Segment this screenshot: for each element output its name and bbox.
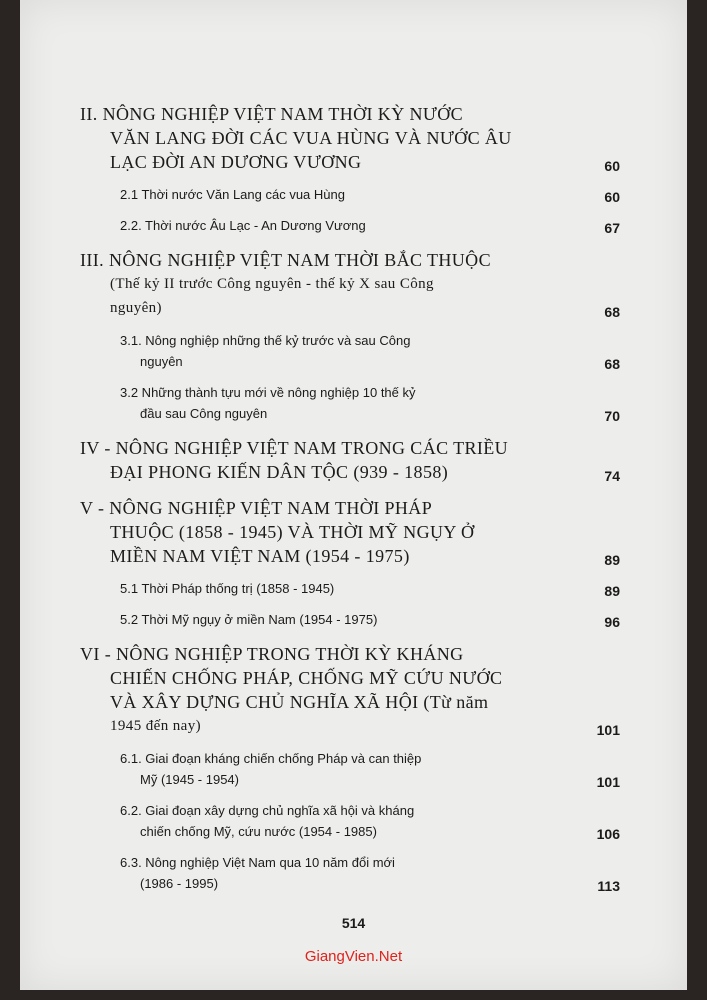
- toc-line: CHIẾN CHỐNG PHÁP, CHỐNG MỸ CỨU NƯỚC: [110, 668, 503, 688]
- toc-page-number: 106: [596, 826, 620, 842]
- toc-page-number: 89: [604, 552, 620, 568]
- book-page: [20, 0, 687, 990]
- toc-subentry-text: 5.2 Thời Mỹ ngụy ở miền Nam (1954 - 1975): [120, 612, 378, 627]
- toc-subentry: [80, 852, 620, 894]
- toc-entry-iii: [80, 248, 620, 320]
- toc-line: 6.3. Nông nghiệp Việt Nam qua 10 năm đổi mới: [120, 855, 395, 870]
- toc-line: MIỀN NAM VIỆT NAM (1954 - 1975): [110, 546, 410, 566]
- toc-page-number: 70: [604, 408, 620, 424]
- toc-line: ĐẠI PHONG KIẾN DÂN TỘC (939 - 1858): [110, 462, 449, 482]
- toc-line: (1986 - 1995): [140, 876, 219, 891]
- toc-subentry-text: 2.1 Thời nước Văn Lang các vua Hùng: [120, 187, 345, 202]
- toc-subentry-text: 5.1 Thời Pháp thống trị (1858 - 1945): [120, 581, 335, 596]
- toc-entry-vi: [80, 642, 620, 738]
- toc-subentry: [80, 748, 620, 790]
- toc-line: LẠC ĐỜI AN DƯƠNG VƯƠNG: [110, 152, 362, 172]
- toc-page-number: 101: [596, 722, 620, 738]
- toc-page-number: 113: [597, 878, 620, 894]
- toc-line: (Thế kỷ II trước Công nguyên - thế kỷ X sau Công: [110, 276, 434, 292]
- toc-subentry: [80, 800, 620, 842]
- toc-line: THUỘC (1858 - 1945) VÀ THỜI MỸ NGỤY Ở: [110, 522, 475, 542]
- toc-page-number: 68: [604, 356, 620, 372]
- toc-subentry: [80, 184, 620, 205]
- toc-page-number: 60: [604, 189, 620, 205]
- toc-page-number: 68: [604, 304, 620, 320]
- toc-line: chiến chống Mỹ, cứu nước (1954 - 1985): [140, 824, 377, 839]
- toc-page-number: 96: [604, 614, 620, 630]
- toc-line: II. NÔNG NGHIỆP VIỆT NAM THỜI KỲ NƯỚC: [80, 104, 464, 124]
- toc-subentry: [80, 609, 620, 630]
- toc-entry-iv: [80, 436, 620, 484]
- page-number: 514: [341, 915, 366, 931]
- toc-page-number: 67: [604, 220, 620, 236]
- toc-line: nguyên): [110, 300, 162, 316]
- toc-line: 3.1. Nông nghiệp những thế kỷ trước và sau Công: [120, 333, 411, 348]
- toc-line: IV - NÔNG NGHIỆP VIỆT NAM TRONG CÁC TRIỀU: [80, 438, 509, 458]
- toc-line: V - NÔNG NGHIỆP VIỆT NAM THỜI PHÁP: [80, 498, 433, 518]
- toc-line: nguyên: [140, 354, 183, 369]
- toc-page-number: 101: [596, 774, 620, 790]
- toc-line: Mỹ (1945 - 1954): [140, 772, 239, 787]
- toc-line: 6.2. Giai đoạn xây dựng chủ nghĩa xã hội và kháng: [120, 803, 415, 818]
- toc-line: VÀ XÂY DỰNG CHỦ NGHĨA XÃ HỘI (Từ năm: [110, 692, 489, 712]
- toc-line: III. NÔNG NGHIỆP VIỆT NAM THỜI BẮC THUỘC: [80, 250, 491, 270]
- toc-page-number: 60: [604, 158, 620, 174]
- toc-line: 3.2 Những thành tựu mới về nông nghiệp 10 thế kỷ: [120, 385, 416, 400]
- toc-entry-ii: [80, 102, 620, 174]
- toc-subentry-text: 2.2. Thời nước Âu Lạc - An Dương Vương: [120, 218, 366, 233]
- toc-line: 6.1. Giai đoạn kháng chiến chống Pháp và can thiệp: [120, 751, 422, 766]
- toc-line: 1945 đến nay): [110, 718, 202, 734]
- toc-line: VĂN LANG ĐỜI CÁC VUA HÙNG VÀ NƯỚC ÂU: [110, 128, 512, 148]
- toc-subentry: [80, 382, 620, 424]
- toc-subentry: [80, 578, 620, 599]
- toc-page-number: 74: [604, 468, 620, 484]
- toc-page-number: 89: [604, 583, 620, 599]
- toc-subentry: [80, 215, 620, 236]
- watermark: GiangVien.Net: [304, 948, 403, 965]
- toc-entry-v: [80, 496, 620, 568]
- toc-subentry: [80, 330, 620, 372]
- toc-line: đầu sau Công nguyên: [140, 406, 268, 421]
- table-of-contents: [80, 90, 620, 894]
- toc-line: VI - NÔNG NGHIỆP TRONG THỜI KỲ KHÁNG: [80, 644, 464, 664]
